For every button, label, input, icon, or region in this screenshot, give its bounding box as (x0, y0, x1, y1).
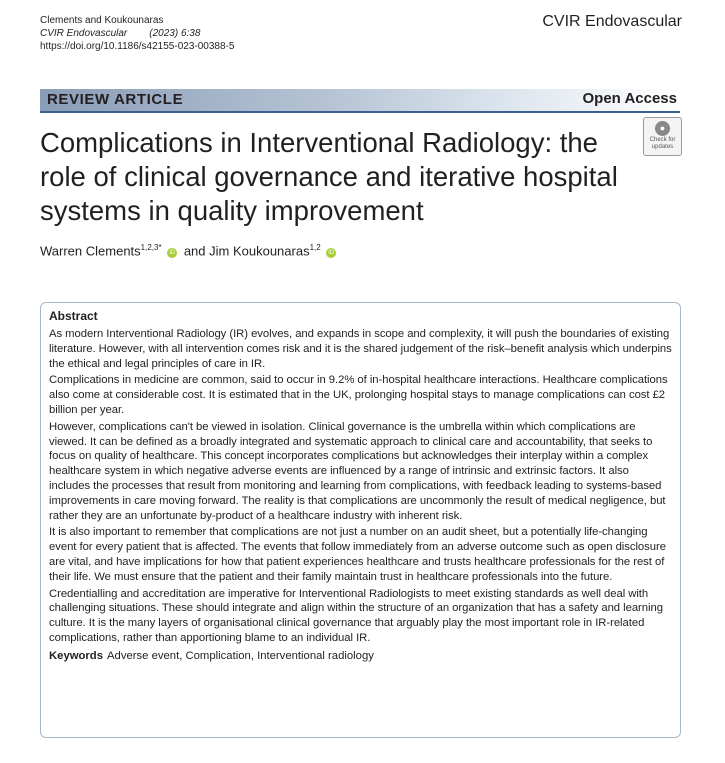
open-access-label: Open Access (582, 90, 677, 107)
keywords-list: Adverse event, Complication, Interventional radiology (107, 649, 374, 662)
abstract-paragraph: As modern Interventional Radiology (IR) evolves, and expands in scope and complexity, it will push the boundaries of existing literature. However, with all intervention comes risk and it is the shared judgement of the risk–benefit analysis which underpins the ethical and legal principles of care in IR. (49, 328, 672, 370)
article-title: Complications in Interventional Radiology: the role of clinical governance and iterative hospital systems in quality improvement (40, 127, 618, 226)
abstract-heading: Abstract (49, 309, 98, 323)
journal-name: CVIR Endovascular (542, 13, 682, 30)
meta-authors: Clements and Koukounaras (40, 15, 164, 26)
author-affiliations: 1,2,3* (140, 243, 162, 252)
keywords-label: Keywords (49, 649, 103, 662)
check-for-updates-line1: Check for (649, 137, 676, 143)
check-for-updates-line2: updates (651, 144, 674, 150)
orcid-icon[interactable]: iD (326, 248, 336, 258)
abstract-box (40, 302, 681, 738)
meta-journal: CVIR Endovascular (40, 28, 128, 39)
author-connector: and (183, 243, 206, 259)
article-type-banner (40, 89, 680, 113)
article-meta (40, 14, 234, 53)
meta-year-volume: (2023) 6:38 (149, 28, 201, 39)
bookmark-icon: ● (655, 121, 670, 136)
author-list (40, 243, 339, 258)
article-type-label: REVIEW ARTICLE (47, 91, 184, 108)
abstract-paragraph: It is also important to remember that complications are not just a number on an audit sheet, but a potentially life-changing event for every patient that is affected. The events that follow immediately from an adverse outcome such as open disclosure are vital, and have implications for how that patient experiences healthcare and trusts healthcare professionals for the rest of their life. We must ensure that the patient and their family maintain trust in healthcare professionals into the future. (49, 526, 666, 583)
orcid-icon[interactable]: iD (167, 248, 177, 258)
author-name[interactable]: Warren Clements (40, 243, 141, 259)
meta-doi-link[interactable]: https://doi.org/10.1186/s42155-023-00388-5 (40, 41, 235, 52)
abstract-paragraph: Credentialling and accreditation are imperative for Interventional Radiologists to meet existing standards as well deal with challenging situations. These should integrate and align within the structure of an organization that has a safety and learning culture. It is the many layers of organisational clinical governance that arguably play the most important role in IR-related complications, rather than apportioning blame to an individual IR. (49, 587, 663, 644)
abstract-paragraph: However, complications can't be viewed in isolation. Clinical governance is the umbrella within which complications are viewed. It can be defined as a broadly integrated and systematic approach to clinical care and accountability, that seeks to focus on quality of healthcare. This concept incorporates complications but acknowledges their interplay within a complex healthcare system in which negative adverse events are influenced by a range of intrinsic and extrinsic factors. It also includes the processes that result from monitoring and learning from complications, with feedback leading to systems-based improvements in care moving forward. The reality is that complications are uncommonly the result of medical negligence, but rather they are an unfortunate by-product of a healthcare industry with inherent risk. (49, 420, 666, 522)
keywords-line (49, 649, 672, 664)
check-for-updates-button[interactable] (643, 117, 682, 156)
author-affiliations: 1,2 (309, 243, 321, 252)
author-name[interactable]: Jim Koukounaras (209, 243, 310, 259)
abstract-paragraph: Complications in medicine are common, said to occur in 9.2% of in-hospital healthcare interactions. Healthcare complications also come at considerable cost. It is estimated that in the UK, prolonging hospital stays to manage complications can cost £2 billion per year. (49, 374, 668, 416)
